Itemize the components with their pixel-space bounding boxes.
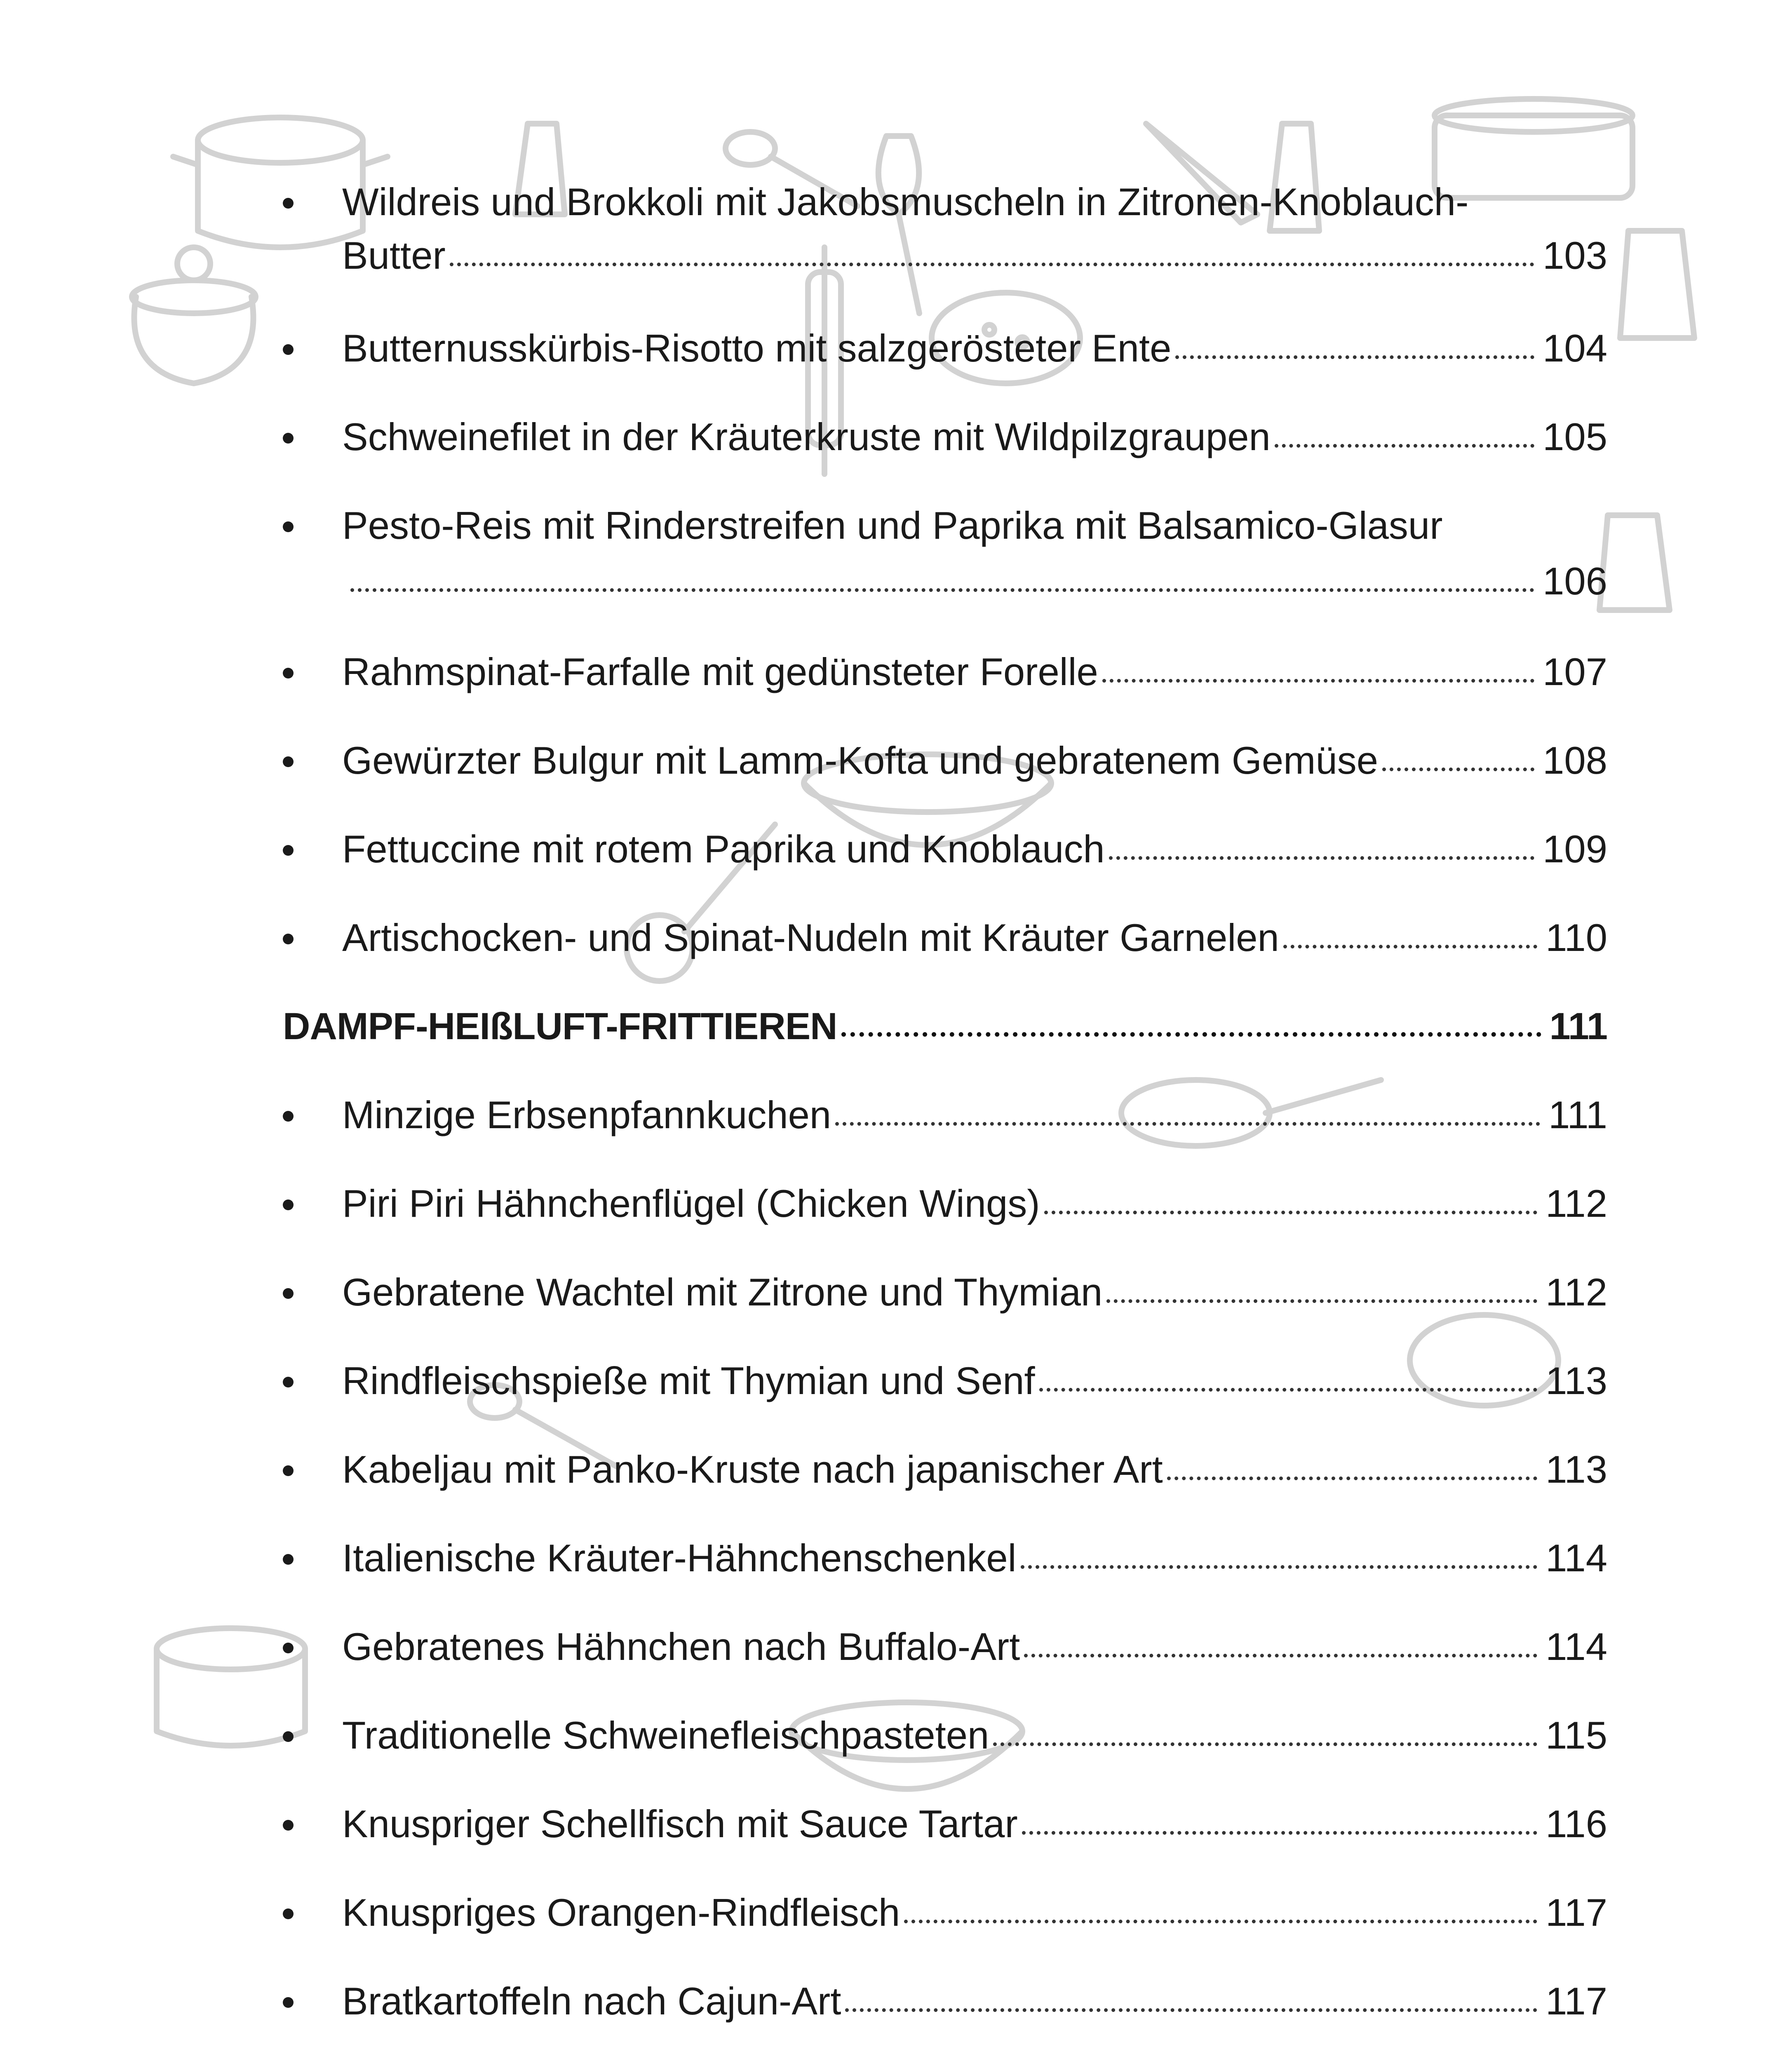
toc-entry-line: [342, 647, 1607, 697]
toc-entry[interactable]: [0, 1976, 1792, 2061]
leader-dots: [1167, 1477, 1537, 1480]
toc-entry-page: 113: [1545, 1359, 1607, 1402]
toc-entry[interactable]: [0, 1090, 1792, 1181]
toc-entry[interactable]: [0, 1356, 1792, 1447]
toc-entry[interactable]: [0, 824, 1792, 915]
toc-entry-title: Gebratenes Hähnchen nach Buffalo-Art: [342, 1625, 1020, 1668]
toc-entry-line: [342, 1090, 1607, 1140]
toc-entry[interactable]: [0, 913, 1792, 1004]
bullet-icon: [283, 521, 294, 532]
toc-entry-title: Artischocken- und Spinat-Nudeln mit Kräuter Garnelen: [342, 916, 1279, 959]
toc-entry-page: 112: [1545, 1182, 1607, 1225]
toc-entry-page: 106: [1543, 559, 1607, 603]
bullet-icon: [283, 1465, 294, 1476]
toc-entry-title: Rindfleischspieße mit Thymian und Senf: [342, 1359, 1035, 1402]
section-heading-page: 111: [1549, 1005, 1607, 1047]
bullet-icon: [283, 1377, 294, 1387]
toc-entry-line: [342, 412, 1607, 462]
toc-entry-title: Kabeljau mit Panko-Kruste nach japanischer Art: [342, 1448, 1163, 1491]
bullet-icon: [283, 1820, 294, 1831]
bullet-icon: [283, 433, 294, 444]
leader-dots: [1275, 444, 1534, 448]
toc-entry-title: Butter: [342, 234, 446, 277]
bullet-icon: [283, 1554, 294, 1565]
toc-entry-page: 109: [1543, 827, 1607, 871]
bullet-icon: [283, 1731, 294, 1742]
leader-dots: [1044, 1211, 1537, 1214]
leader-dots: [845, 2008, 1537, 2012]
leader-dots: [1109, 856, 1535, 860]
toc-entry-text-line1: Wildreis und Brokkoli mit Jakobsmuscheln in Zitronen-Knoblauch-: [342, 180, 1469, 223]
toc-entry[interactable]: [0, 324, 1792, 414]
toc-entry[interactable]: [0, 1179, 1792, 1270]
toc-entry-page: 104: [1543, 326, 1607, 370]
toc-entry-page: 114: [1545, 1625, 1607, 1668]
bullet-icon: [283, 1200, 294, 1210]
toc-entry-title: Bratkartoffeln nach Cajun-Art: [342, 1979, 841, 2023]
bullet-icon: [283, 1997, 294, 2008]
leader-dots: [841, 1032, 1541, 1037]
bullet-icon: [283, 934, 294, 944]
leader-dots: [1175, 355, 1534, 359]
leader-dots: [1102, 679, 1534, 683]
leader-dots: [450, 263, 1534, 266]
toc-entry-title: Gebratene Wachtel mit Zitrone und Thymian: [342, 1270, 1103, 1314]
toc-entry-title: Minzige Erbsenpfannkuchen: [342, 1093, 831, 1136]
bullet-icon: [283, 1643, 294, 1653]
toc-entry-title: Gewürzter Bulgur mit Lamm-Kofta und gebratenem Gemüse: [342, 739, 1378, 782]
section-heading-title: DAMPF-HEIßLUFT-FRITTIEREN: [283, 1005, 837, 1047]
toc-entry[interactable]: [0, 412, 1792, 503]
toc-entry-page: 108: [1543, 739, 1607, 782]
toc-entry[interactable]: [0, 1888, 1792, 1979]
bullet-icon: [283, 1908, 294, 1919]
leader-dots: [904, 1920, 1537, 1923]
toc-entry-line: [342, 1799, 1607, 1849]
leader-dots: [835, 1122, 1540, 1126]
toc-entry[interactable]: [0, 647, 1792, 738]
toc-entry[interactable]: [0, 177, 1792, 277]
bullet-icon: [283, 845, 294, 856]
toc-entry-line: [342, 324, 1607, 373]
toc-entry[interactable]: [0, 1799, 1792, 1890]
toc-entry-line: [342, 736, 1607, 785]
leader-dots: [350, 588, 1534, 592]
toc-entry-page: 117: [1545, 1891, 1607, 1934]
toc-entry-title: Schweinefilet in der Kräuterkruste mit Wildpilzgraupen: [342, 415, 1271, 458]
toc-section-heading[interactable]: [0, 1002, 1792, 1092]
toc-entry-title: Rahmspinat-Farfalle mit gedünsteter Forelle: [342, 650, 1098, 693]
leader-dots: [993, 1742, 1537, 1746]
toc-entry-page: 115: [1545, 1714, 1607, 1757]
toc-entry-page: 112: [1545, 1270, 1607, 1314]
toc-entry-line: [342, 1711, 1607, 1760]
toc-entry-title: Knuspriger Schellfisch mit Sauce Tartar: [342, 1802, 1018, 1845]
toc-entry-line: [342, 556, 1607, 606]
toc-entry-text-line1: Pesto-Reis mit Rinderstreifen und Paprika mit Balsamico-Glasur: [342, 504, 1443, 547]
toc-entry-page: 110: [1545, 916, 1607, 959]
toc-entry-page: 113: [1545, 1448, 1607, 1491]
leader-dots: [1106, 1299, 1537, 1303]
bullet-icon: [283, 756, 294, 767]
bullet-icon: [283, 668, 294, 678]
toc-entry-title: Fettuccine mit rotem Paprika und Knoblauch: [342, 827, 1105, 871]
leader-dots: [1024, 1654, 1537, 1657]
toc-entry-title: Traditionelle Schweinefleischpasteten: [342, 1714, 989, 1757]
toc-entry[interactable]: [0, 1711, 1792, 1801]
leader-dots: [1022, 1831, 1537, 1835]
toc-entry-title: Butternusskürbis-Risotto mit salzgerösteter Ente: [342, 326, 1172, 370]
toc-entry-line: [342, 1622, 1607, 1671]
toc-entry-line: [342, 1179, 1607, 1228]
toc-entry-page: 116: [1545, 1802, 1607, 1845]
toc-entry-title: Italienische Kräuter-Hähnchenschenkel: [342, 1536, 1017, 1580]
bullet-icon: [283, 198, 294, 209]
toc-entry-line: [342, 1445, 1607, 1494]
bullet-icon: [283, 1111, 294, 1122]
toc-entry-page: 117: [1545, 1979, 1607, 2023]
toc-entry[interactable]: [0, 1268, 1792, 1358]
toc-heading-line: [283, 1002, 1607, 1051]
bullet-icon: [283, 1288, 294, 1299]
toc-entry-title: Knuspriges Orangen-Rindfleisch: [342, 1891, 900, 1934]
bullet-icon: [283, 344, 294, 355]
leader-dots: [1039, 1388, 1538, 1392]
toc-entry-line: [342, 1268, 1607, 1317]
toc-entry[interactable]: [0, 1622, 1792, 1713]
leader-dots: [1382, 768, 1534, 771]
toc-entry[interactable]: [0, 501, 1792, 603]
toc-entry-page: 111: [1548, 1093, 1607, 1136]
leader-dots: [1021, 1565, 1538, 1569]
toc-entry-page: 107: [1543, 650, 1607, 693]
toc-entry-title: Piri Piri Hähnchenflügel (Chicken Wings): [342, 1182, 1040, 1225]
toc-entry-line: [342, 1976, 1607, 2026]
toc-entry-line: [342, 1888, 1607, 1937]
toc-entry-page: 114: [1545, 1536, 1607, 1580]
toc-entry-line: [342, 231, 1607, 280]
toc-entry-line: [342, 913, 1607, 962]
toc-entry[interactable]: [0, 1533, 1792, 1624]
leader-dots: [1283, 945, 1537, 948]
toc-entry-line: [342, 824, 1607, 874]
toc-entry[interactable]: [0, 1445, 1792, 1535]
toc-entry-page: 103: [1543, 234, 1607, 277]
toc-entry-line: [342, 1356, 1607, 1406]
toc-entry-page: 105: [1543, 415, 1607, 458]
toc-entry[interactable]: [0, 736, 1792, 826]
toc-entry-line: [342, 1533, 1607, 1583]
